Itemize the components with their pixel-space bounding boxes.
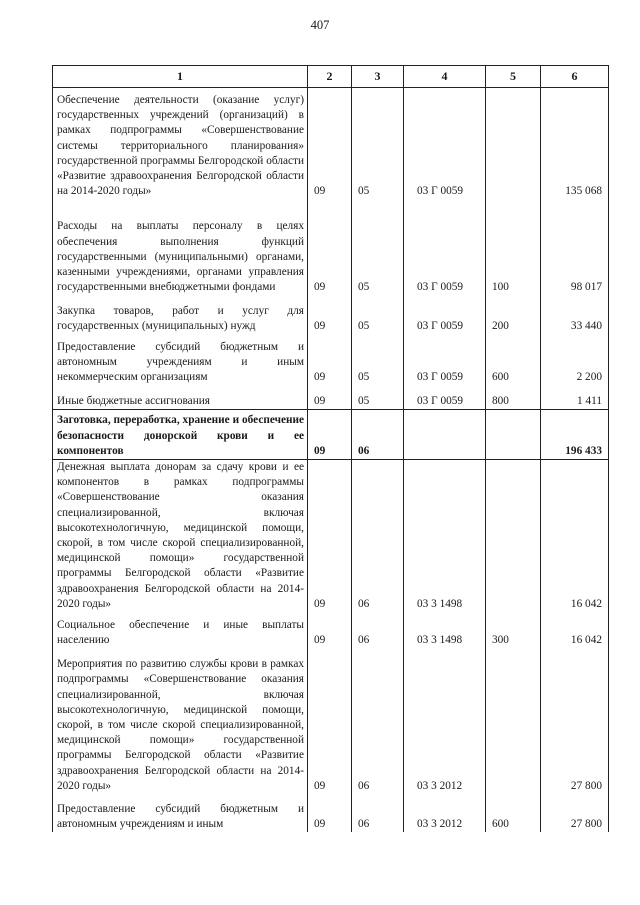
row-expense-type: 600 bbox=[486, 794, 541, 832]
row-description: Расходы на выплаты персоналу в целях обеспечения выполнения функций государственными (муниципальными) органами, казенными учреждениями, органами управления государственными внебюджетными фондами bbox=[53, 200, 308, 296]
row-target-article: 03 Г 0059 bbox=[404, 335, 486, 386]
row-expense-type: 100 bbox=[486, 200, 541, 296]
row-subsection-code: 06 bbox=[352, 612, 404, 648]
row-expense-type: 200 bbox=[486, 296, 541, 335]
row-description: Обеспечение деятельности (оказание услуг) государственных учреждений (организаций) в рамках подпрограммы «Совершенствование системы территориального планирования» государственной программы Белгородской области «Развитие здравоохранения Белгородской области на 2014-2020 годы» bbox=[53, 88, 308, 200]
column-header-6: 6 bbox=[541, 66, 609, 88]
row-amount: 196 433 bbox=[541, 410, 609, 460]
row-amount: 33 440 bbox=[541, 296, 609, 335]
row-target-article: 03 Г 0059 bbox=[404, 296, 486, 335]
row-amount: 135 068 bbox=[541, 88, 609, 200]
row-subsection-code: 06 bbox=[352, 794, 404, 832]
table-row bbox=[53, 335, 609, 386]
row-section-code: 09 bbox=[308, 200, 352, 296]
row-subsection-code: 05 bbox=[352, 88, 404, 200]
row-expense-type bbox=[486, 410, 541, 460]
row-target-article: 03 Г 0059 bbox=[404, 200, 486, 296]
row-description: Предоставление субсидий бюджетным и автономным учреждениям и иным некоммерческим организациям bbox=[53, 335, 308, 386]
row-target-article bbox=[404, 410, 486, 460]
row-expense-type: 800 bbox=[486, 386, 541, 410]
row-section-code: 09 bbox=[308, 794, 352, 832]
row-amount: 2 200 bbox=[541, 335, 609, 386]
row-target-article: 03 3 2012 bbox=[404, 648, 486, 794]
table-row bbox=[53, 88, 609, 200]
table-row bbox=[53, 648, 609, 794]
row-target-article: 03 Г 0059 bbox=[404, 88, 486, 200]
row-section-code: 09 bbox=[308, 612, 352, 648]
row-subsection-code: 06 bbox=[352, 648, 404, 794]
row-section-code: 09 bbox=[308, 410, 352, 460]
header-row bbox=[53, 66, 609, 88]
column-header-4: 4 bbox=[404, 66, 486, 88]
row-subsection-code: 05 bbox=[352, 335, 404, 386]
row-section-code: 09 bbox=[308, 648, 352, 794]
column-header-1: 1 bbox=[53, 66, 308, 88]
row-expense-type bbox=[486, 88, 541, 200]
row-subsection-code: 06 bbox=[352, 460, 404, 613]
row-section-code: 09 bbox=[308, 460, 352, 613]
row-subsection-code: 06 bbox=[352, 410, 404, 460]
row-target-article: 03 Г 0059 bbox=[404, 386, 486, 410]
table-row bbox=[53, 200, 609, 296]
row-expense-type bbox=[486, 460, 541, 613]
row-expense-type bbox=[486, 648, 541, 794]
table-row bbox=[53, 386, 609, 410]
row-expense-type: 300 bbox=[486, 612, 541, 648]
table-row bbox=[53, 460, 609, 613]
row-description: Предоставление субсидий бюджетным и автономным учреждениям и иным bbox=[53, 794, 308, 832]
row-subsection-code: 05 bbox=[352, 296, 404, 335]
row-description: Иные бюджетные ассигнования bbox=[53, 386, 308, 410]
row-amount: 1 411 bbox=[541, 386, 609, 410]
column-header-2: 2 bbox=[308, 66, 352, 88]
page-number: 407 bbox=[310, 18, 330, 32]
row-subsection-code: 05 bbox=[352, 200, 404, 296]
row-description: Денежная выплата донорам за сдачу крови и ее компонентов в рамках подпрограммы «Совершенствование оказания специализированной, включая высокотехнологичную, медицинской помощи, скорой, в том числе скорой специализированной, медицинской помощи» государственной программы Белгородской области «Развитие здравоохранения Белгородской области на 2014-2020 годы» bbox=[53, 460, 308, 613]
table-row bbox=[53, 612, 609, 648]
column-header-5: 5 bbox=[486, 66, 541, 88]
row-amount: 27 800 bbox=[541, 648, 609, 794]
row-amount: 16 042 bbox=[541, 612, 609, 648]
row-section-code: 09 bbox=[308, 386, 352, 410]
table-body bbox=[53, 88, 609, 833]
table-row bbox=[53, 296, 609, 335]
row-expense-type: 600 bbox=[486, 335, 541, 386]
budget-table bbox=[52, 65, 609, 832]
row-target-article: 03 3 1498 bbox=[404, 612, 486, 648]
table-row bbox=[53, 794, 609, 832]
row-section-code: 09 bbox=[308, 88, 352, 200]
column-header-3: 3 bbox=[352, 66, 404, 88]
row-subsection-code: 05 bbox=[352, 386, 404, 410]
table-row bbox=[53, 410, 609, 460]
row-target-article: 03 3 2012 bbox=[404, 794, 486, 832]
row-amount: 27 800 bbox=[541, 794, 609, 832]
row-description: Закупка товаров, работ и услуг для государственных (муниципальных) нужд bbox=[53, 296, 308, 335]
row-target-article: 03 3 1498 bbox=[404, 460, 486, 613]
row-section-code: 09 bbox=[308, 335, 352, 386]
row-section-code: 09 bbox=[308, 296, 352, 335]
row-amount: 98 017 bbox=[541, 200, 609, 296]
row-description: Мероприятия по развитию службы крови в рамках подпрограммы «Совершенствование оказания специализированной, включая высокотехнологичную, медицинской помощи, скорой, в том числе скорой специализированной, медицинской помощи» государственной программы Белгородской области «Развитие здравоохранения Белгородской области на 2014-2020 годы» bbox=[53, 648, 308, 794]
row-description: Заготовка, переработка, хранение и обеспечение безопасности донорской крови и ее компонентов bbox=[53, 410, 308, 460]
row-description: Социальное обеспечение и иные выплаты населению bbox=[53, 612, 308, 648]
row-amount: 16 042 bbox=[541, 460, 609, 613]
